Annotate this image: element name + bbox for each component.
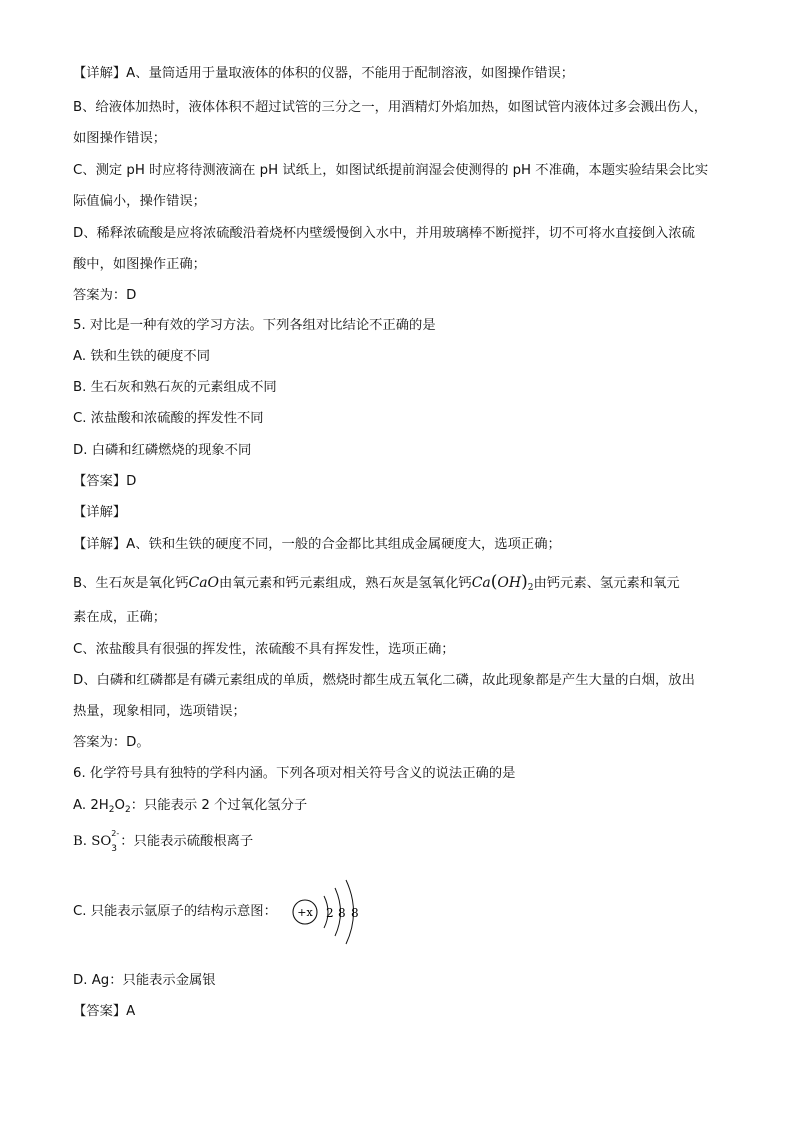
formula-subscript: 2	[124, 805, 131, 815]
detail-line: 【详解】A、铁和生铁的硬度不同，一般的合金都比其组成金属硬度大，选项正确；	[73, 537, 561, 552]
text-line: 际值偏小，操作错误；	[73, 194, 206, 209]
detail-label: 【详解】	[73, 505, 127, 520]
text-segment: ：只能表示硫酸根离子	[120, 834, 254, 849]
text-segment: B、生石灰是氧化钙	[73, 576, 189, 591]
text-line: D、稀释浓硫酸是应将浓硫酸沿着烧杯内壁缓慢倒入水中，并用玻璃棒不断搅拌，切不可将水直接倒入浓硫	[73, 226, 695, 241]
option-a: A. 铁和生铁的硬度不同	[73, 349, 210, 364]
text-segment: 由氧元素和钙元素组成，熟石灰是氢氧化钙	[219, 576, 472, 591]
sub-sup-stack	[111, 829, 120, 854]
text-segment: A. 2H	[73, 798, 109, 813]
formula-superscript: 2-	[111, 829, 120, 838]
answer-label: 【答案】D	[73, 474, 137, 489]
text-line: B、给液体加热时，液体体积不超过试管的三分之一，用酒精灯外焰加热，如图试管内液体过多会溅出伤人，	[73, 100, 708, 115]
detail-line: D、白磷和红磷都是有磷元素组成的单质，燃烧时都生成五氧化二磷，故此现象都是产生大量的白烟，放出	[73, 673, 695, 688]
text-segment: 由钙元素、氢元素和氧元	[533, 576, 680, 591]
question-6: 6. 化学符号具有独特的学科内涵。下列各项对相关符号含义的说法正确的是	[73, 766, 516, 781]
detail-line-b	[73, 572, 680, 598]
atom-structure-diagram	[288, 866, 368, 956]
answer-label: 【答案】A	[73, 1004, 136, 1019]
formula-subscript: 3	[111, 844, 117, 854]
formula-cao: CaO	[188, 575, 220, 591]
text-line: C、测定 pH 时应将待测液滴在 pH 试纸上，如图试纸提前润湿会使测得的 pH 不准确，本题实验结果会比实	[73, 163, 709, 178]
answer-line: 答案为：D	[73, 288, 137, 303]
text-line: 【详解】A、量筒适用于量取液体的体积的仪器，不能用于配制溶液，如图操作错误；	[73, 66, 575, 81]
nucleus-label: +x	[297, 906, 313, 919]
formula-subscript: 2	[527, 583, 534, 593]
shell-electrons: 2	[326, 906, 334, 920]
question-5: 5. 对比是一种有效的学习方法。下列各组对比结论不正确的是	[73, 318, 436, 333]
option-a	[73, 796, 307, 820]
text-segment: O	[114, 798, 125, 813]
text-line: 如图操作错误；	[73, 131, 167, 146]
option-b	[73, 829, 254, 854]
text-line: 素在成，正确；	[73, 610, 167, 625]
shell-electrons: 8	[338, 906, 346, 920]
detail-line: C、浓盐酸具有很强的挥发性，浓硫酸不具有挥发性，选项正确；	[73, 642, 455, 657]
option-b: B. 生石灰和熟石灰的元素组成不同	[73, 380, 277, 395]
option-d: D. 白磷和红磷燃烧的现象不同	[73, 443, 252, 458]
option-c: C. 只能表示氩原子的结构示意图：	[73, 904, 277, 919]
text-segment: B. SO	[73, 834, 112, 849]
option-d: D. Ag：只能表示金属银	[73, 973, 216, 988]
option-c: C. 浓盐酸和浓硫酸的挥发性不同	[73, 411, 264, 426]
formula-subscript: 2	[108, 805, 115, 815]
formula-caoh2: $Ca(OH)_2$	[471, 572, 534, 593]
answer-line: 答案为：D。	[73, 735, 150, 750]
formula-part: Ca	[471, 575, 491, 591]
text-line: 酸中，如图操作正确；	[73, 257, 206, 272]
shell-electrons: 8	[351, 906, 359, 920]
text-segment: ：只能表示 2 个过氧化氢分子	[130, 798, 308, 813]
formula-part: OH	[497, 575, 522, 591]
text-line: 热量，现象相同，选项错误；	[73, 704, 246, 719]
